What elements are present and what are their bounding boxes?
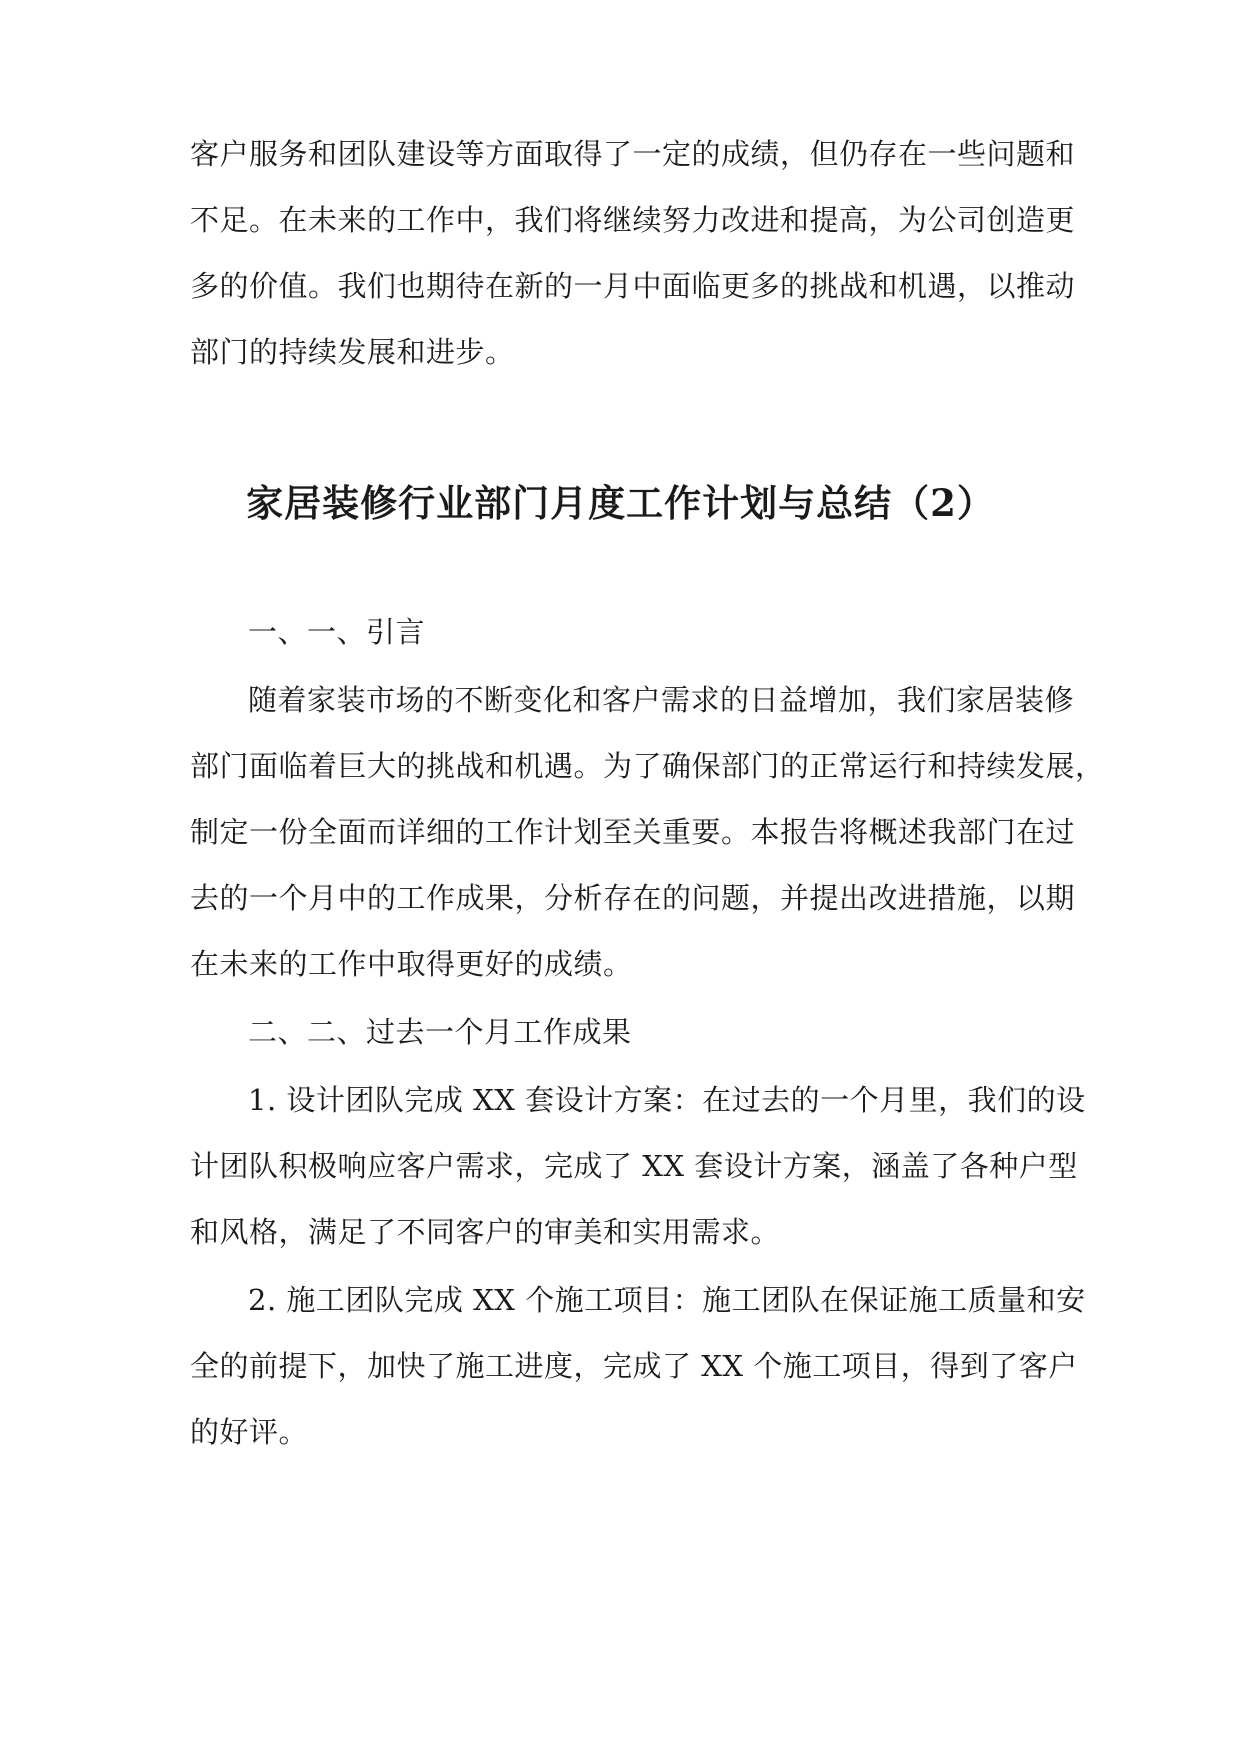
item2-line: 全的前提下，加快了施工进度，完成了 XX 个施工项目，得到了客户: [190, 1349, 1078, 1383]
section1-paragraph-line: 制定一份全面而详细的工作计划至关重要。本报告将概述我部门在过: [190, 815, 1076, 849]
section1-paragraph-line: 随着家装市场的不断变化和客户需求的日益增加，我们家居装修: [248, 683, 1075, 717]
item1-line: 计团队积极响应客户需求，完成了 XX 套设计方案，涵盖了各种户型: [190, 1149, 1078, 1183]
section2-heading: 二、二、过去一个月工作成果: [248, 1015, 632, 1049]
item1-line: 和风格，满足了不同客户的审美和实用需求。: [190, 1215, 781, 1249]
section1-heading: 一、一、引言: [248, 615, 426, 649]
item2-line: 2. 施工团队完成 XX 个施工项目：施工团队在保证施工质量和安: [248, 1283, 1086, 1317]
section1-paragraph-line: 部门面临着巨大的挑战和机遇。为了确保部门的正常运行和持续发展，: [190, 749, 1105, 783]
section1-paragraph-line: 在未来的工作中取得更好的成绩。: [190, 947, 633, 981]
item2-line: 的好评。: [190, 1415, 309, 1449]
intro-paragraph-line: 不足。在未来的工作中，我们将继续努力改进和提高，为公司创造更: [190, 203, 1076, 237]
intro-paragraph-line: 多的价值。我们也期待在新的一月中面临更多的挑战和机遇，以推动: [190, 269, 1076, 303]
intro-paragraph-line: 部门的持续发展和进步。: [190, 335, 515, 369]
intro-paragraph-line: 客户服务和团队建设等方面取得了一定的成绩，但仍存在一些问题和: [190, 137, 1076, 171]
item1-line: 1. 设计团队完成 XX 套设计方案：在过去的一个月里，我们的设: [248, 1083, 1086, 1117]
document-title: 家居装修行业部门月度工作计划与总结（2）: [246, 481, 995, 525]
section1-paragraph-line: 去的一个月中的工作成果，分析存在的问题，并提出改进措施，以期: [190, 881, 1076, 915]
